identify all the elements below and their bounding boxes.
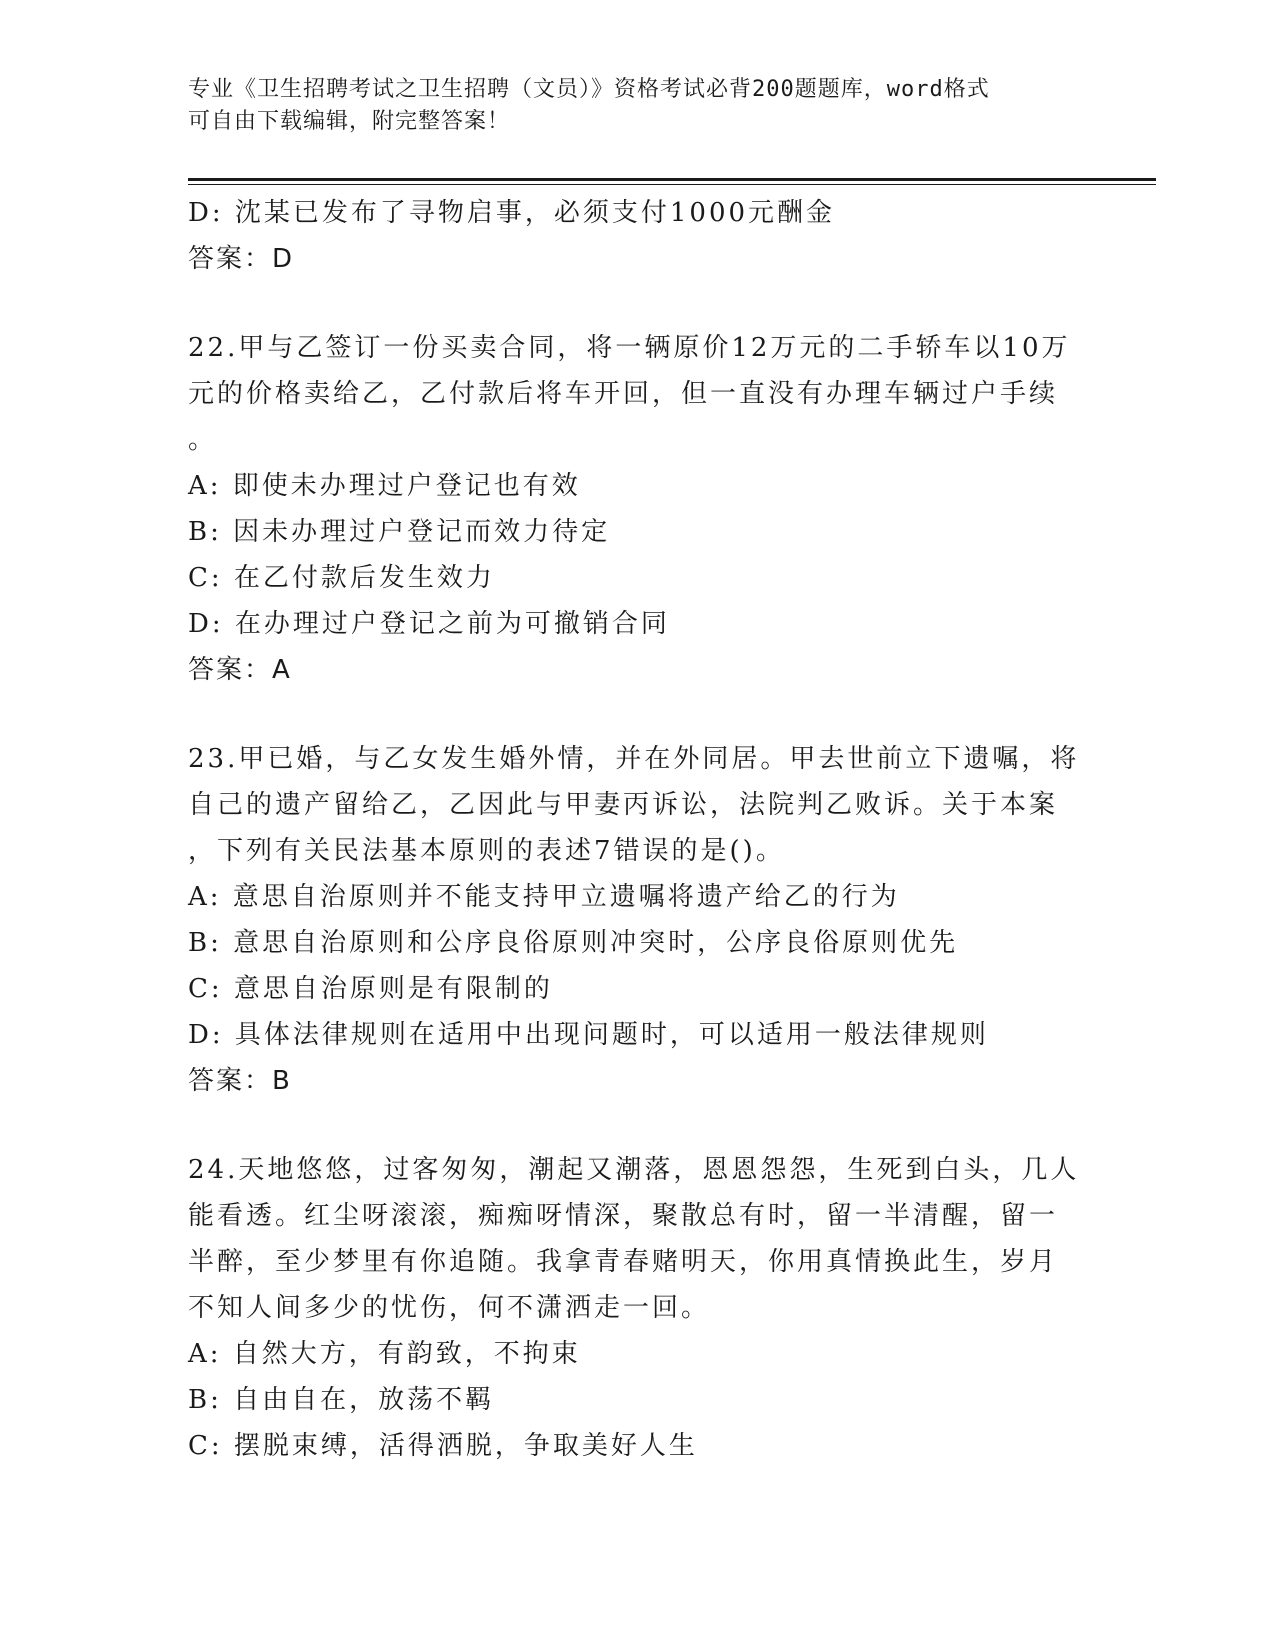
option-c: C: 意思自治原则是有限制的	[188, 974, 553, 1004]
question-stem-line: 能看透。红尘呀滚滚，痴痴呀情深，聚散总有时，留一半清醒，留一	[188, 1201, 1059, 1231]
question-stem-line: 不知人间多少的忧伤，何不潇洒走一回。	[188, 1293, 711, 1323]
option-d: D: 在办理过户登记之前为可撤销合同	[188, 609, 670, 639]
header-rule-thin	[188, 184, 1156, 185]
header-line-1: 专业《卫生招聘考试之卫生招聘（文员）》资格考试必背200题题库，word格式	[188, 77, 990, 102]
option-d: D: 具体法律规则在适用中出现问题时，可以适用一般法律规则	[188, 1020, 989, 1050]
question-content	[188, 190, 1088, 1469]
option-b: B: 因未办理过户登记而效力待定	[188, 517, 611, 547]
question-block-21	[188, 190, 1088, 282]
question-block-22	[188, 325, 1088, 693]
option-a: A: 自然大方，有韵致，不拘束	[188, 1339, 581, 1369]
question-block-24	[188, 1147, 1088, 1469]
option-a: A: 意思自治原则并不能支持甲立遗嘱将遗产给乙的行为	[188, 882, 900, 912]
option-c: C: 在乙付款后发生效力	[188, 563, 495, 593]
question-stem-line: 元的价格卖给乙，乙付款后将车开回，但一直没有办理车辆过户手续	[188, 379, 1059, 409]
question-stem-line: 22.甲与乙签订一份买卖合同，将一辆原价12万元的二手轿车以10万	[188, 333, 1071, 363]
answer-line: 答案：A	[188, 655, 292, 685]
option-d: D: 沈某已发布了寻物启事，必须支付1000元酬金	[188, 198, 836, 228]
option-b: B: 意思自治原则和公序良俗原则冲突时，公序良俗原则优先	[188, 928, 959, 958]
answer-line: 答案：D	[188, 244, 295, 274]
question-stem-line: 24.天地悠悠，过客匆匆，潮起又潮落，恩恩怨怨，生死到白头，几人	[188, 1155, 1080, 1185]
question-stem-line: 自己的遗产留给乙，乙因此与甲妻丙诉讼，法院判乙败诉。关于本案	[188, 790, 1059, 820]
question-block-23	[188, 736, 1088, 1104]
spacer	[188, 693, 1088, 736]
question-stem-line: 23.甲已婚，与乙女发生婚外情，并在外同居。甲去世前立下遗嘱，将	[188, 744, 1080, 774]
question-stem-line: 半醉，至少梦里有你追随。我拿青春赌明天，你用真情换此生，岁月	[188, 1247, 1059, 1277]
answer-line: 答案：B	[188, 1066, 292, 1096]
header-line-2: 可自由下载编辑，附完整答案！	[188, 109, 511, 134]
question-stem-line: 。	[188, 425, 218, 455]
page-header	[188, 74, 1068, 138]
question-stem-line: ，下列有关民法基本原则的表述7错误的是()。	[188, 836, 785, 866]
option-b: B: 自由自在，放荡不羁	[188, 1385, 495, 1415]
spacer	[188, 1104, 1088, 1147]
header-rule-thick	[188, 178, 1156, 181]
option-c: C: 摆脱束缚，活得洒脱，争取美好人生	[188, 1431, 698, 1461]
option-a: A: 即使未办理过户登记也有效	[188, 471, 581, 501]
spacer	[188, 282, 1088, 325]
